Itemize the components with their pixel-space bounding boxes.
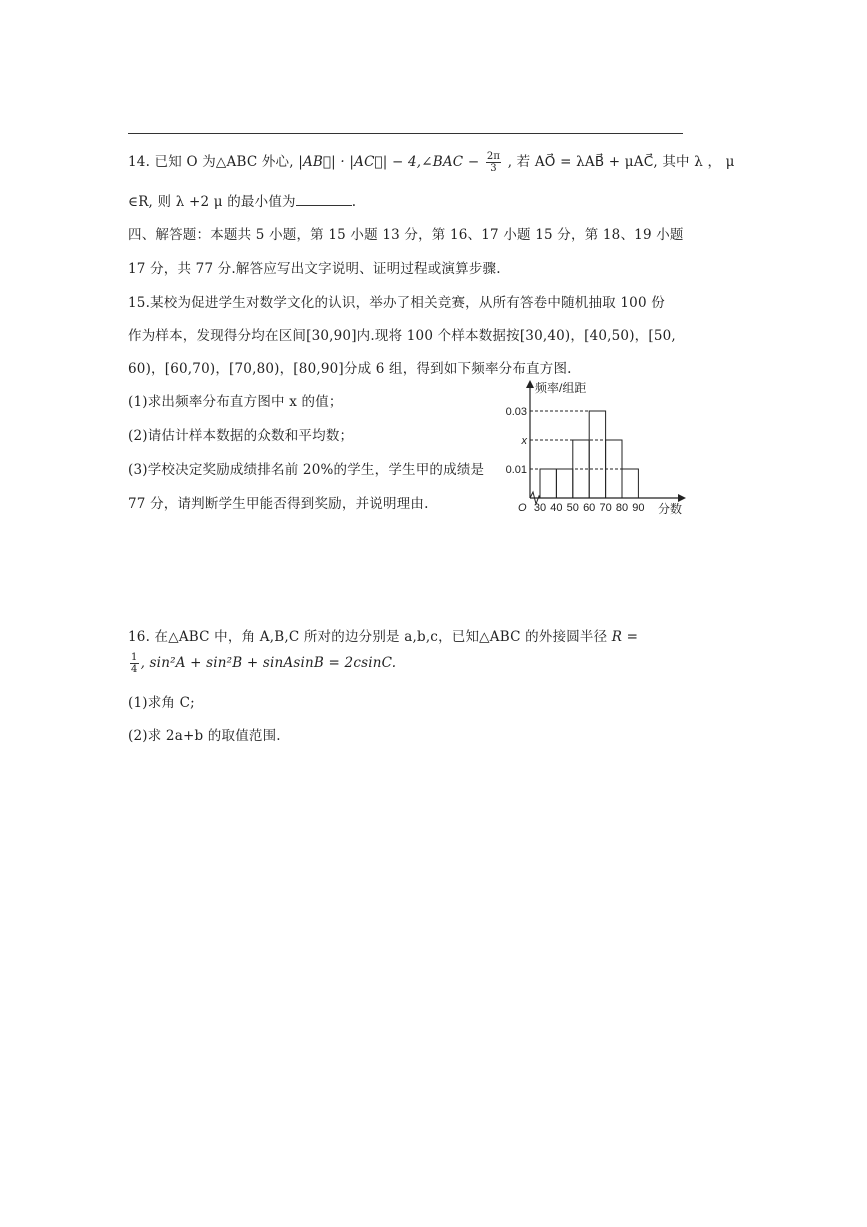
q16-frac-den: 4	[131, 664, 138, 675]
q15-line1: 15.某校为促进学生对数学文化的认识，举办了相关竞赛，从所有答卷中随机抽取 100 份	[128, 295, 665, 311]
histogram-bar	[540, 469, 556, 498]
x-tick-label: 60	[583, 502, 596, 514]
histogram-bar	[606, 440, 622, 498]
q16-part2: (2)求 2a+b 的取值范围.	[128, 728, 281, 744]
q15-line3: 60)，[60,70)，[70,80)，[80,90]分成 6 组，得到如下频率分布直方图.	[128, 361, 572, 377]
x-tick-label: 90	[632, 502, 645, 514]
q15-line2: 作为样本，发现得分均在区间[30,90]内.现将 100 个样本数据按[30,40)，[40,50)，[50,	[128, 328, 676, 344]
section4-line1: 四、解答题：本题共 5 小题，第 15 小题 13 分，第 16、17 小题 15 分，第 18、19 小题	[128, 227, 684, 243]
q14-suffix: , 若 AO⃗ = λAB⃗ + μAC⃗, 其中 λ ， μ	[507, 154, 735, 170]
section4-line2: 17 分，共 77 分.解答应写出文字说明、证明过程或演算步骤.	[128, 261, 501, 277]
q14-line2-prefix: ∈R, 则 λ +2 μ 的最小值为	[128, 194, 296, 210]
q15-part2: (2)请估计样本数据的众数和平均数；	[128, 428, 354, 444]
y-axis-label: 频率/组距	[535, 381, 587, 395]
top-rule	[128, 133, 683, 134]
answer-blank	[296, 193, 352, 206]
q16-line1	[128, 625, 638, 645]
x-axis-arrow	[678, 494, 686, 502]
q15-part3a: (3)学校决定奖励成绩排名前 20%的学生，学生甲的成绩是	[128, 462, 485, 478]
q14-line2	[128, 190, 356, 210]
y-tick-label: 0.01	[505, 464, 527, 476]
x-axis-label: 分数	[658, 502, 683, 516]
q16-fraction	[130, 652, 139, 675]
q14-frac-num: 2π	[486, 151, 501, 162]
q14-line2-suffix: .	[351, 194, 357, 210]
q15-part3b: 77 分，请判断学生甲能否得到奖励，并说明理由.	[128, 496, 429, 512]
q14-fraction	[486, 151, 501, 174]
histogram-bar	[556, 469, 572, 498]
x-tick-label: 80	[615, 502, 629, 514]
q16-equation: , sin²A + sin²B + sinAsinB = 2csinC.	[140, 655, 397, 671]
y-axis-arrow	[526, 380, 534, 388]
q16-prefix: 16. 在△ABC 中，角 A,B,C 所对的边分别是 a,b,c，已知△ABC 的外接圆半径	[128, 629, 612, 645]
q16-math: R =	[611, 629, 639, 645]
y-tick-label: x	[521, 435, 527, 447]
origin-label: O	[518, 502, 527, 514]
q15-part1: (1)求出频率分布直方图中 x 的值；	[128, 394, 343, 410]
y-tick-label: 0.03	[505, 406, 527, 418]
q16-line2	[128, 652, 396, 675]
histogram-bar	[622, 469, 638, 498]
q14-math: |AB⃗| · |AC⃗| − 4,∠BAC −	[298, 154, 480, 170]
frequency-histogram	[500, 378, 690, 523]
q14-frac-den: 3	[490, 163, 497, 174]
q14-prefix: 14. 已知 O 为△ABC 外心,	[128, 154, 294, 170]
histogram-bar	[589, 411, 605, 498]
q16-part1: (1)求角 C;	[128, 695, 195, 711]
q14-line1	[128, 150, 735, 174]
x-tick-label: 70	[599, 502, 612, 514]
x-tick-label: 50	[566, 502, 579, 514]
x-tick-label: 30	[533, 502, 547, 514]
q16-frac-num: 1	[131, 652, 138, 663]
x-tick-label: 40	[550, 502, 563, 514]
